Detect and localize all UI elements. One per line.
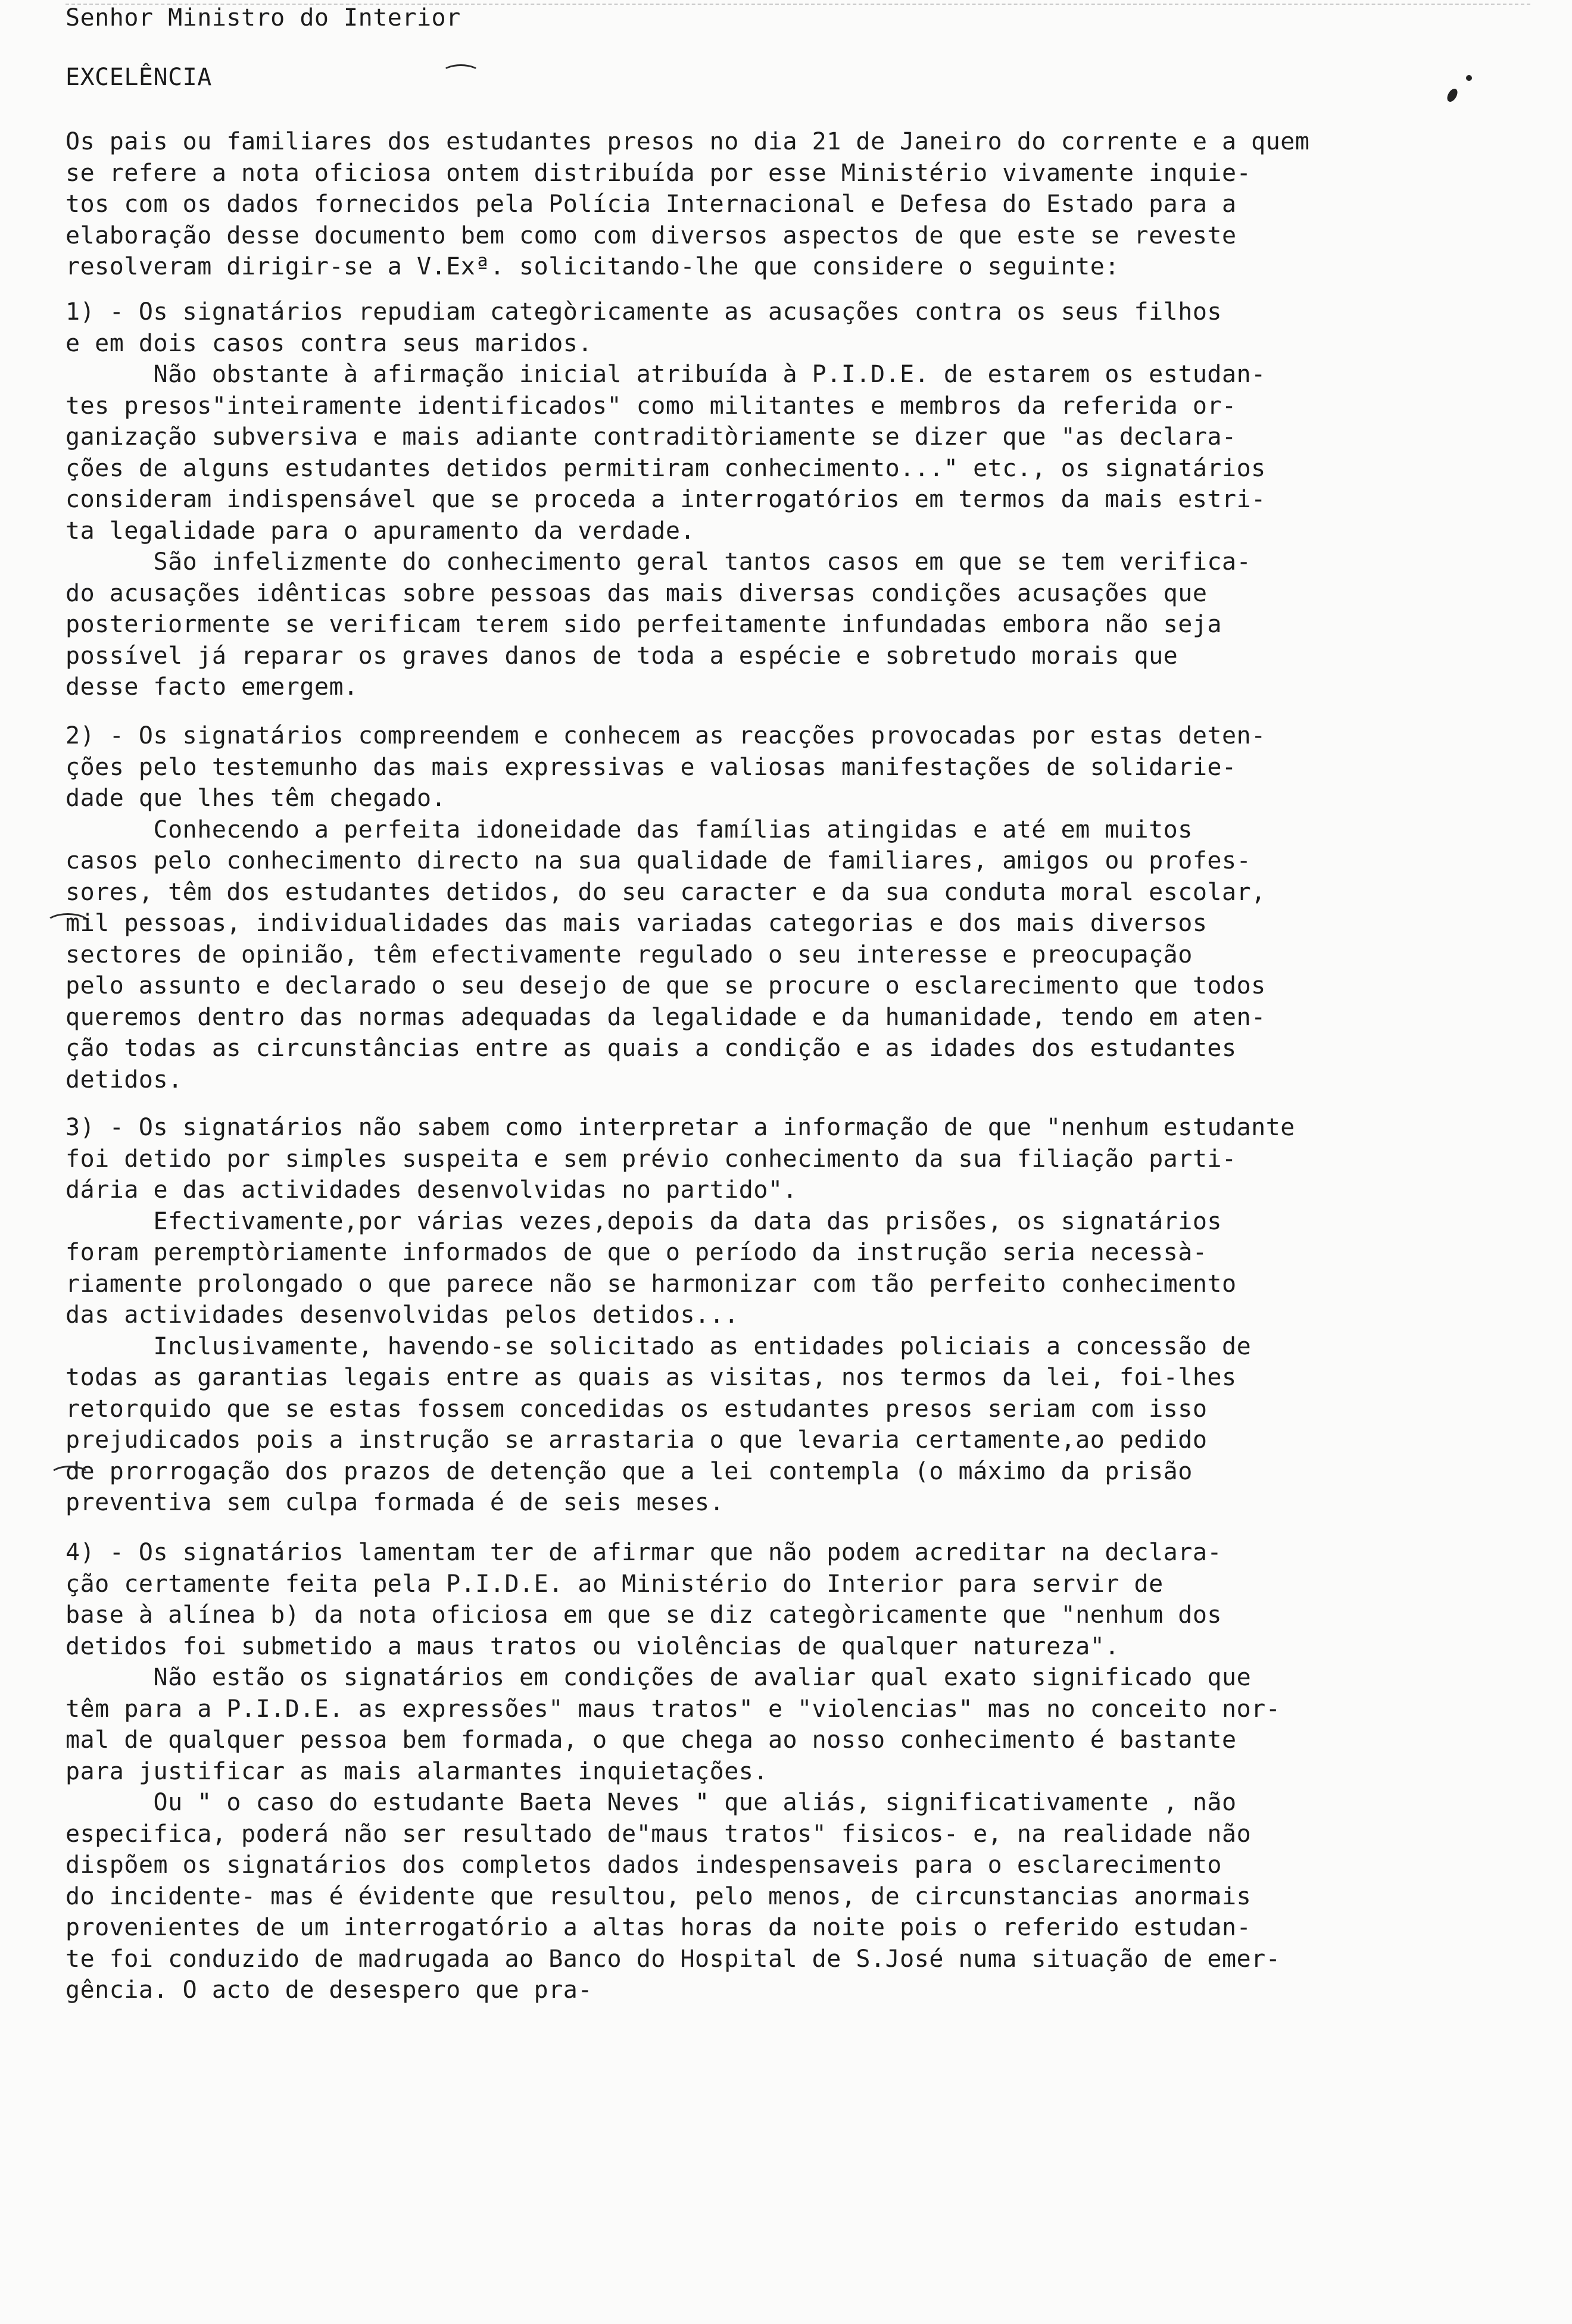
text-line: para justificar as mais alarmantes inquietações. bbox=[66, 1757, 768, 1785]
text-line: ção certamente feita pela P.I.D.E. ao Ministério do Interior para servir de bbox=[66, 1570, 1164, 1598]
text-line: elaboração desse documento bem como com diversos aspectos de que este se reveste bbox=[66, 221, 1237, 249]
text-line: 2) - Os signatários compreendem e conhecem as reacções provocadas por estas deten- bbox=[66, 722, 1266, 749]
addressee-line: Senhor Ministro do Interior bbox=[66, 4, 461, 32]
text-line: sores, têm dos estudantes detidos, do seu caracter e da sua conduta moral escolar, bbox=[66, 878, 1266, 906]
pen-mark bbox=[49, 1466, 91, 1487]
text-line: gência. O acto de desespero que pra- bbox=[66, 1976, 592, 2004]
text-line: e em dois casos contra seus maridos. bbox=[66, 329, 592, 357]
text-line: se refere a nota oficiosa ontem distribuída por esse Ministério vivamente inquie- bbox=[66, 159, 1252, 187]
text-line: prejudicados pois a instrução se arrastaria o que levaria certamente,ao pedido bbox=[66, 1426, 1208, 1454]
text-line: Não obstante à afirmação inicial atribuída à P.I.D.E. de estarem os estudan- bbox=[66, 361, 1266, 388]
text-line: das actividades desenvolvidas pelos detidos... bbox=[66, 1301, 739, 1329]
text-line: sectores de opinião, têm efectivamente regulado o seu interesse e preocupação bbox=[66, 941, 1193, 969]
text-line: retorquido que se estas fossem concedidas os estudantes presos seriam com isso bbox=[66, 1395, 1208, 1423]
salutation: EXCELÊNCIA bbox=[66, 64, 212, 91]
ink-blot bbox=[1445, 87, 1459, 104]
text-line: Conhecendo a perfeita idoneidade das famílias atingidas e até em muitos bbox=[66, 816, 1193, 844]
text-line: consideram indispensável que se proceda a interrogatórios em termos da mais estri- bbox=[66, 486, 1266, 513]
text-line: dispõem os signatários dos completos dados indespensaveis para o esclarecimento bbox=[66, 1851, 1222, 1879]
text-line: Inclusivamente, havendo-se solicitado as entidades policiais a concessão de bbox=[66, 1332, 1252, 1360]
text-line: desse facto emergem. bbox=[66, 673, 358, 701]
pen-mark bbox=[442, 64, 480, 81]
text-line: queremos dentro das normas adequadas da legalidade e da humanidade, tendo em aten- bbox=[66, 1003, 1266, 1031]
text-line: mil pessoas, individualidades das mais variadas categorias e dos mais diversos bbox=[66, 910, 1208, 937]
text-line: ções pelo testemunho das mais expressivas e valiosas manifestações de solidarie- bbox=[66, 753, 1237, 781]
text-line: especifica, poderá não ser resultado de"maus tratos" fisicos- e, na realidade não bbox=[66, 1820, 1252, 1848]
text-line: preventiva sem culpa formada é de seis meses. bbox=[66, 1489, 725, 1516]
text-line: Não estão os signatários em condições de avaliar qual exato significado que bbox=[66, 1664, 1252, 1691]
intro-paragraph bbox=[66, 126, 1399, 283]
text-line: São infelizmente do conhecimento geral tantos casos em que se tem verifica- bbox=[66, 548, 1252, 576]
text-line: pelo assunto e declarado o seu desejo de que se procure o esclarecimento que todos bbox=[66, 972, 1266, 999]
text-line: tos com os dados fornecidos pela Polícia Internacional e Defesa do Estado para a bbox=[66, 190, 1237, 218]
text-line: ções de alguns estudantes detidos permitiram conhecimento..." etc., os signatários bbox=[66, 454, 1266, 482]
text-line: 1) - Os signatários repudiam categòricamente as acusações contra os seus filhos bbox=[66, 298, 1222, 326]
text-line: têm para a P.I.D.E. as expressões" maus tratos" e "violencias" mas no conceito nor- bbox=[66, 1695, 1281, 1723]
section-3 bbox=[66, 1112, 1399, 1519]
text-line: riamente prolongado o que parece não se harmonizar com tão perfeito conhecimento bbox=[66, 1270, 1237, 1298]
text-line: de prorrogação dos prazos de detenção que a lei contempla (o máximo da prisão bbox=[66, 1457, 1193, 1485]
text-line: possível já reparar os graves danos de toda a espécie e sobretudo morais que bbox=[66, 642, 1178, 670]
text-line: do incidente- mas é évidente que resultou, pelo menos, de circunstancias anormais bbox=[66, 1882, 1252, 1910]
text-line: Ou " o caso do estudante Baeta Neves " que aliás, significativamente , não bbox=[66, 1789, 1237, 1816]
text-line: resolveram dirigir-se a V.Exª. solicitando-lhe que considere o seguinte: bbox=[66, 253, 1119, 280]
text-line: Efectivamente,por várias vezes,depois da data das prisões, os signatários bbox=[66, 1207, 1222, 1235]
text-line: tes presos"inteiramente identificados" como militantes e membros da referida or- bbox=[66, 392, 1237, 420]
text-line: foram peremptòriamente informados de que o período da instrução seria necessà- bbox=[66, 1239, 1208, 1266]
text-line: ta legalidade para o apuramento da verdade. bbox=[66, 517, 695, 545]
text-line: dade que lhes têm chegado. bbox=[66, 785, 447, 812]
section-2 bbox=[66, 720, 1399, 1095]
text-line: detidos foi submetido a maus tratos ou violências de qualquer natureza". bbox=[66, 1632, 1119, 1660]
text-line: ção todas as circunstâncias entre as quais a condição e as idades dos estudantes bbox=[66, 1035, 1237, 1062]
text-line: 4) - Os signatários lamentam ter de afirmar que não podem acreditar na declara- bbox=[66, 1539, 1222, 1566]
text-line: posteriormente se verificam terem sido perfeitamente infundadas embora não seja bbox=[66, 611, 1222, 638]
section-4 bbox=[66, 1537, 1399, 2006]
text-line: 3) - Os signatários não sabem como interpretar a informação de que "nenhum estudante bbox=[66, 1114, 1295, 1141]
text-line: ganização subversiva e mais adiante contraditòriamente se dizer que "as declara- bbox=[66, 423, 1237, 451]
text-line: provenientes de um interrogatório a altas horas da noite pois o referido estudan- bbox=[66, 1914, 1252, 1941]
text-line: Os pais ou familiares dos estudantes presos no dia 21 de Janeiro do corrente e a quem bbox=[66, 128, 1310, 155]
text-line: casos pelo conhecimento directo na sua qualidade de familiares, amigos ou profes- bbox=[66, 847, 1252, 874]
text-line: foi detido por simples suspeita e sem prévio conhecimento da sua filiação parti- bbox=[66, 1145, 1237, 1173]
text-line: te foi conduzido de madrugada ao Banco do Hospital de S.José numa situação de emer- bbox=[66, 1945, 1281, 1973]
text-line: do acusações idênticas sobre pessoas das mais diversas condições acusações que bbox=[66, 579, 1208, 607]
text-line: mal de qualquer pessoa bem formada, o que chega ao nosso conhecimento é bastante bbox=[66, 1726, 1237, 1754]
text-line: todas as garantias legais entre as quais as visitas, nos termos da lei, foi-lhes bbox=[66, 1364, 1237, 1391]
section-1 bbox=[66, 296, 1399, 703]
text-line: dária e das actividades desenvolvidas no partido". bbox=[66, 1176, 798, 1204]
text-line: detidos. bbox=[66, 1066, 183, 1094]
ink-blot bbox=[1466, 75, 1472, 81]
text-line: base à alínea b) da nota oficiosa em que se diz categòricamente que "nenhum dos bbox=[66, 1601, 1222, 1629]
pen-mark bbox=[45, 913, 91, 935]
